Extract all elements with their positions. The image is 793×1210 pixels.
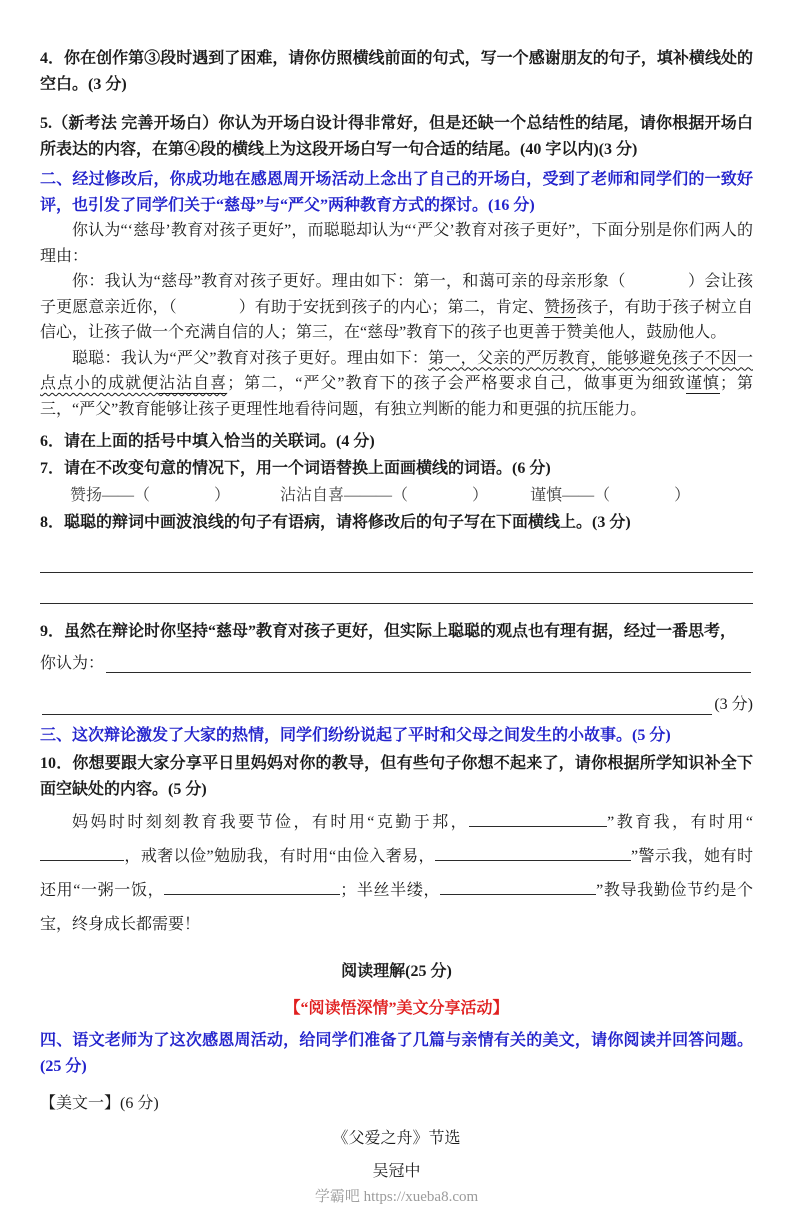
word-replacement-row xyxy=(40,483,753,509)
essay-1-label xyxy=(40,1091,753,1117)
text-run: 你认为： xyxy=(40,651,104,677)
wavy-underlined-text: 第一，父亲的严厉教育，能够避免孩子不因一点点小的成就便 xyxy=(40,350,753,393)
question-4 xyxy=(40,46,753,97)
text-run: ） xyxy=(472,487,488,504)
answer-rule-1 xyxy=(40,571,753,573)
text-run: ） xyxy=(214,487,230,504)
question-5 xyxy=(40,111,753,162)
underlined-word: 赞扬 xyxy=(544,299,576,318)
underlined-word: 谨慎 xyxy=(686,375,720,394)
text-run: 妈妈时时刻刻教育我要节俭，有时用“克勤于邦， xyxy=(72,814,469,831)
text-run: ，戒奢以俭”勉励我，有时用“由俭入奢易， xyxy=(124,848,435,865)
answer-blank xyxy=(164,877,340,895)
text-run: 9．虽然在辩论时你坚持“慈母”教育对孩子更好，但实际上聪聪的观点也有理有据，经过一番思考， xyxy=(40,623,736,640)
essay-1-title xyxy=(40,1126,753,1152)
text-run: 7．请在不改变句意的情况下，用一个词语替换上面画横线的词语。(6 分) xyxy=(40,460,551,477)
answer-blank xyxy=(469,809,607,827)
text-run: 4．你在创作第③段时遇到了困难，请你仿照横线前面的句式，写一个感谢朋友的句子，填补横线处的空白。(3 分) xyxy=(40,50,753,93)
section-4-heading xyxy=(40,1028,753,1079)
text-run: 孩子，有助于孩子树立自信心，让孩子做一个充满自信的人；第三，在“慈母”教育下的孩子也更善于赞美他人，鼓励他人。 xyxy=(40,299,753,342)
text-run: ；半丝半缕， xyxy=(340,882,440,899)
text-run: 阅读理解(25 分) xyxy=(341,963,452,980)
text-run: ”教导我勤俭节约是个宝，终身成长都需要！ xyxy=(40,882,753,933)
text-run: 你：我认为“慈母”教育对孩子更好。理由如下：第一，和蔼可亲的母亲形象（ xyxy=(72,273,626,290)
text-run: 8．聪聪的辩词中画波浪线的句子有语病，请将修改后的句子写在下面横线上。(3 分) xyxy=(40,514,631,531)
text-run: 谨慎——（ xyxy=(530,487,610,504)
question-9-answer-line-2 xyxy=(40,692,753,718)
text-run: 聪聪：我认为“严父”教育对孩子更好。理由如下： xyxy=(72,350,428,367)
text-run: ”教育我，有时用“ xyxy=(607,814,753,831)
text-run: 三、这次辩论激发了大家的热情，同学们纷纷说起了平时和父母之间发生的小故事。(5 分) xyxy=(40,727,671,744)
text-run: 四、语文老师为了这次感恩周活动，给同学们准备了几篇与亲情有关的美文，请你阅读并回答问题。(25 分) xyxy=(40,1032,753,1075)
text-run: 10．你想要跟大家分享平日里妈妈对你的教导，但有些句子你想不起来了，请你根据所学知识补全下面空缺处的内容。(5 分) xyxy=(40,755,753,798)
question-8 xyxy=(40,510,753,536)
answer-blank xyxy=(440,877,596,895)
text-run: 6．请在上面的括号中填入恰当的关联词。(4 分) xyxy=(40,433,375,450)
reading-section-title xyxy=(40,959,753,985)
section-3-heading xyxy=(40,723,753,749)
text-run: (3 分) xyxy=(714,692,753,718)
question-6 xyxy=(40,429,753,455)
section-2-heading xyxy=(40,167,753,218)
text-run: ）有助于安抚到孩子的内心；第二，肯定、 xyxy=(239,299,544,316)
answer-blank xyxy=(40,843,124,861)
debate-intro xyxy=(40,218,753,269)
your-argument xyxy=(40,269,753,346)
question-7 xyxy=(40,456,753,482)
text-run: ） xyxy=(674,487,690,504)
text-run: 《父爱之舟》节选 xyxy=(332,1130,460,1147)
answer-blank-line xyxy=(106,655,751,673)
question-10 xyxy=(40,751,753,802)
watermark xyxy=(40,1185,753,1210)
text-run: 你认为“‘慈母’教育对孩子更好”，而聪聪却认为“‘严父’教育对孩子更好”，下面分别是你们两人的理由： xyxy=(40,222,753,265)
congcong-argument xyxy=(40,346,753,423)
text-run: 沾沾自喜———（ xyxy=(280,487,408,504)
text-run: 5.（新考法 完善开场白）你认为开场白设计得非常好，但是还缺一个总结性的结尾，请你根据开场白所表达的内容，在第④段的横线上为这段开场白写一句合适的结尾。(40 字以内)(3 分) xyxy=(40,115,753,158)
essay-1-author xyxy=(40,1159,753,1185)
answer-rule-2 xyxy=(40,602,753,604)
text-run: ”警示我，她有时还用“一粥一饭， xyxy=(40,848,753,899)
text-run: 二、经过修改后，你成功地在感恩周开场活动上念出了自己的开场白，受到了老师和同学们的一致好评，也引发了同学们关于“慈母”与“严父”两种教育方式的探讨。(16 分) xyxy=(40,171,753,214)
wavy-underlined-text: 沾沾自喜 xyxy=(159,375,227,394)
text-run: 赞扬——（ xyxy=(70,487,150,504)
text-run: 【“阅读悟深情”美文分享活动】 xyxy=(284,1000,508,1017)
text-run: ）会让孩子更愿意亲近你，（ xyxy=(40,273,753,316)
text-run: 【美文一】(6 分) xyxy=(40,1095,159,1112)
question-9 xyxy=(40,619,753,645)
answer-blank-line xyxy=(42,697,712,715)
question-10-passage xyxy=(40,806,753,942)
question-9-answer-line-1 xyxy=(40,651,753,677)
text-run: 学霸吧 https://xueba8.com xyxy=(315,1189,478,1205)
activity-banner xyxy=(40,996,753,1022)
text-run: ；第三，“严父”教育能够让孩子更理性地看待问题，有独立判断的能力和更强的抗压能力。 xyxy=(40,375,753,418)
text-run: 吴冠中 xyxy=(372,1163,420,1180)
answer-blank xyxy=(435,843,631,861)
text-run: ；第二，“严父”教育下的孩子会严格要求自己，做事更为细致 xyxy=(227,375,686,392)
